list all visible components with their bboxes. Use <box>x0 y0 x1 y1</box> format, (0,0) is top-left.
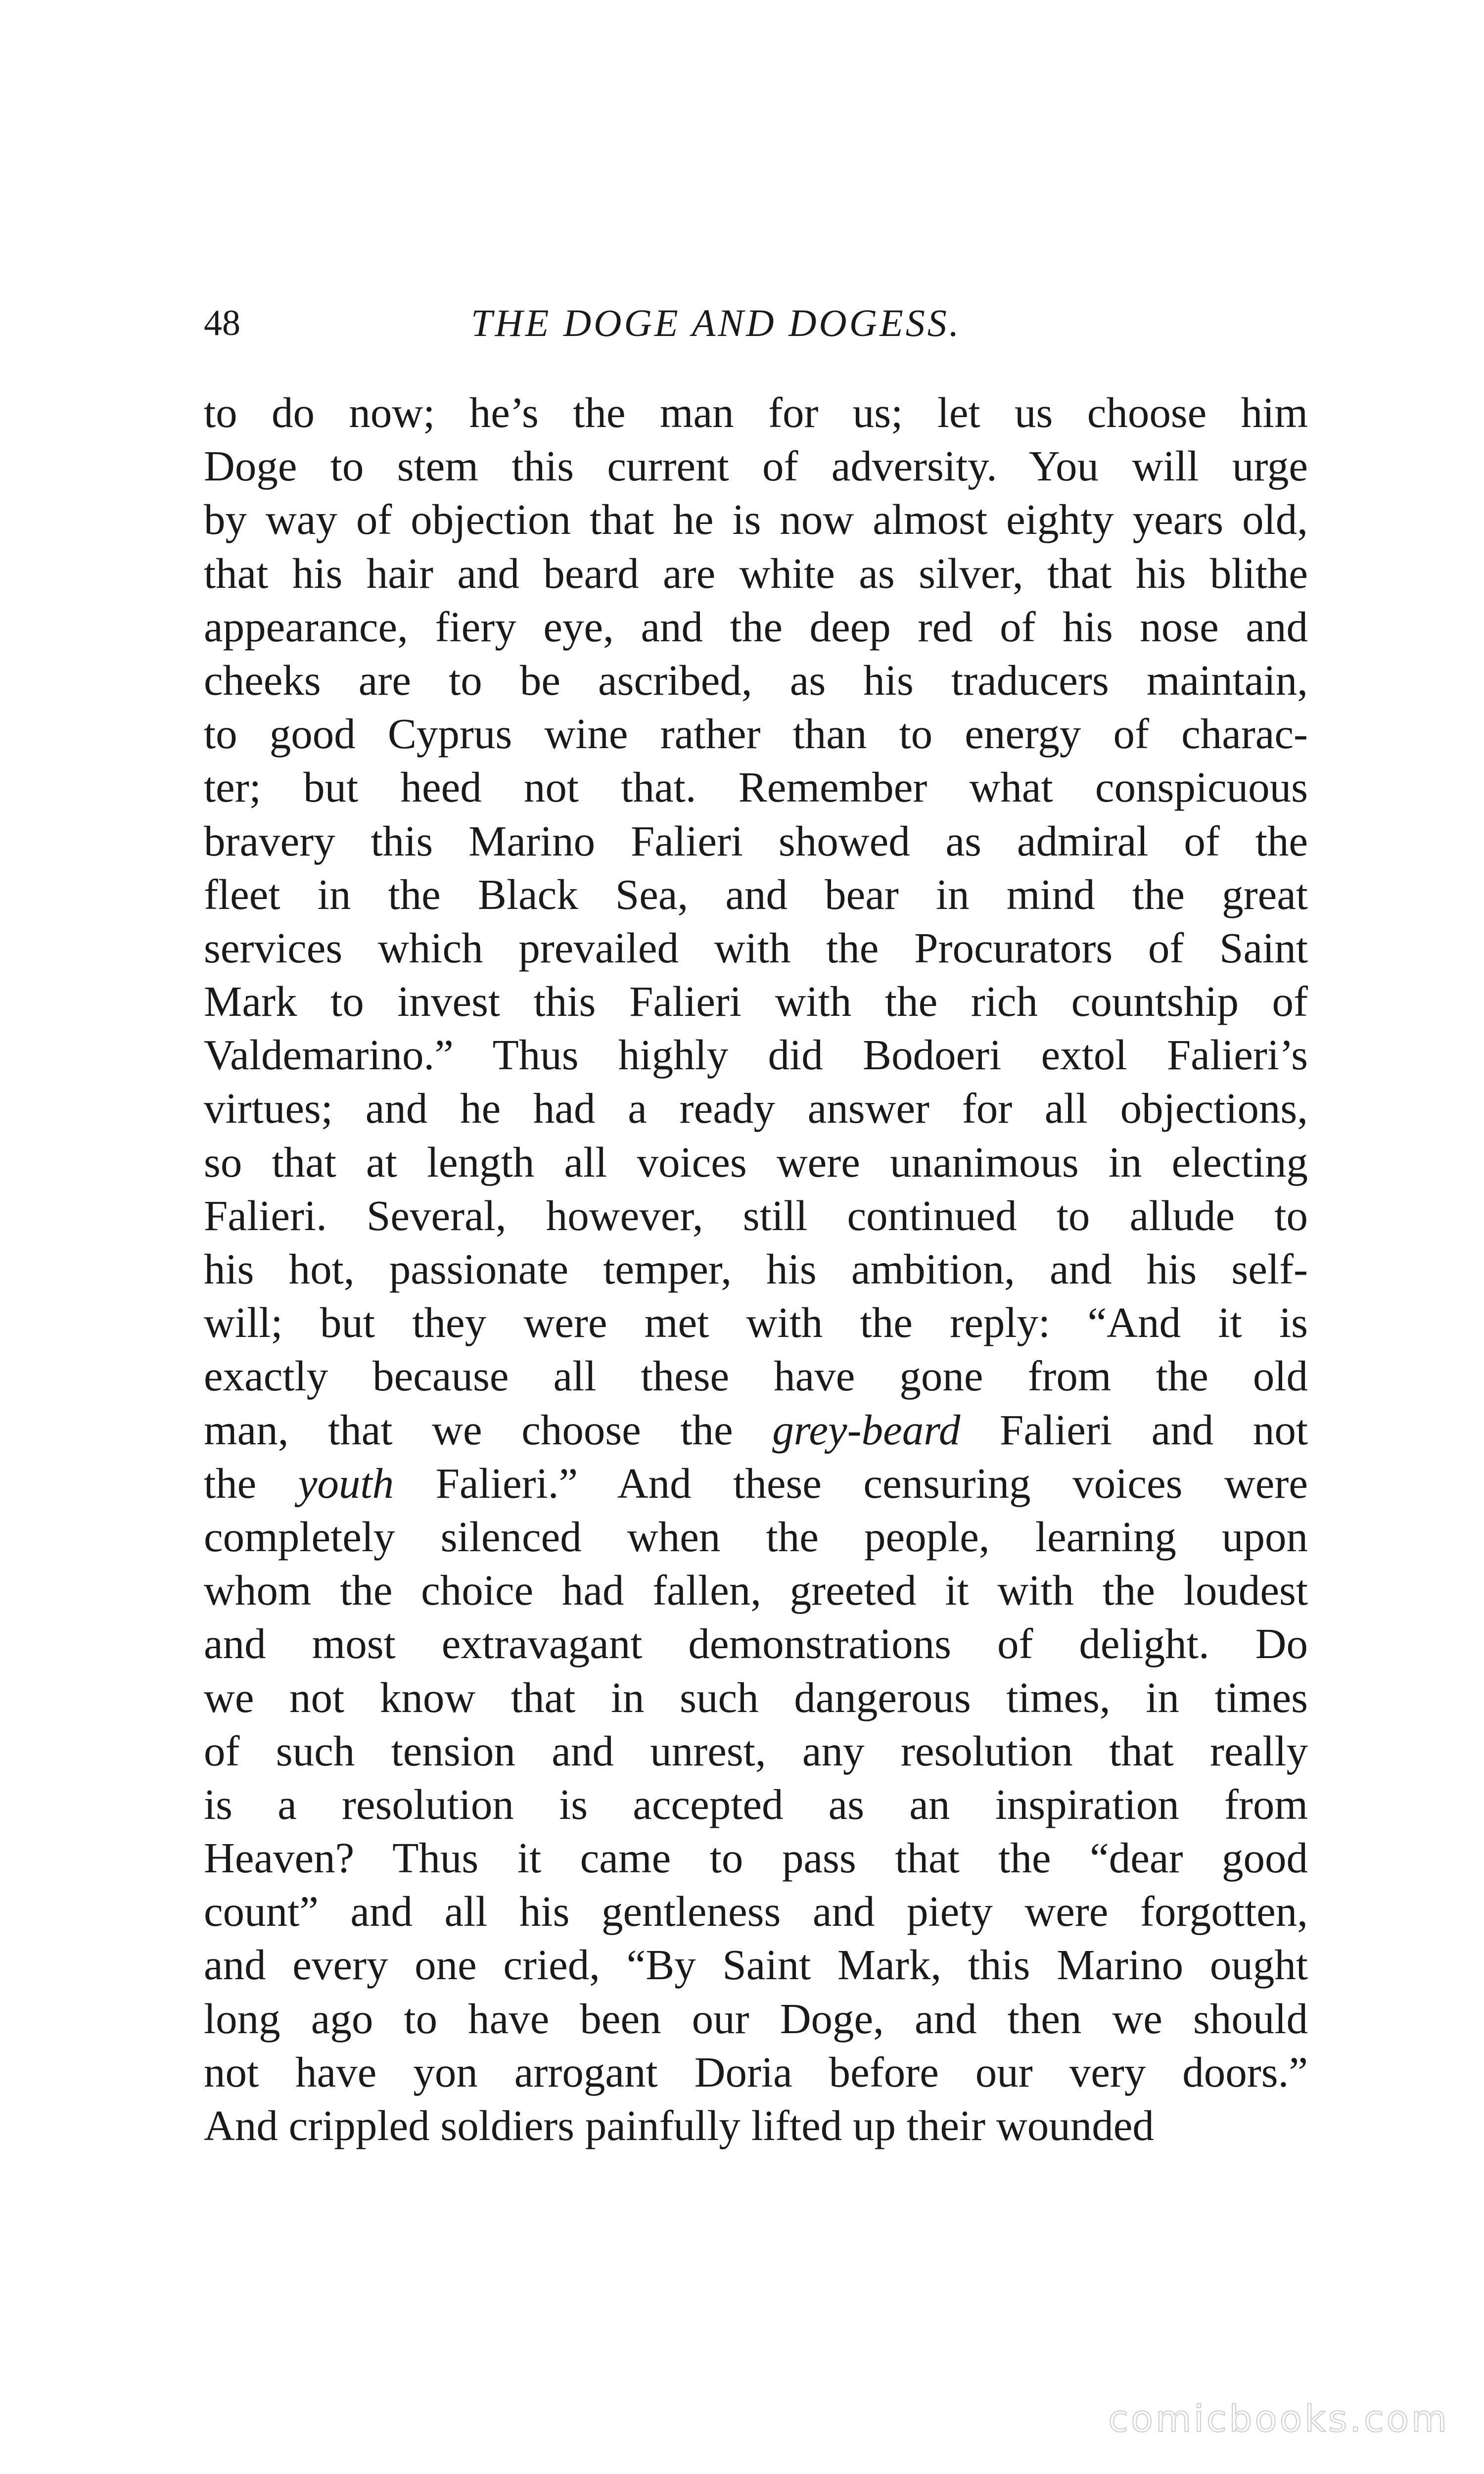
line-text: appearance, fiery eye, and the deep red of his nose and <box>204 602 1308 651</box>
text-line <box>204 1082 1308 1135</box>
text-line <box>204 1403 1308 1457</box>
line-text: not have yon arrogant Doria before our very doors.” <box>204 2047 1308 2096</box>
line-text: And crippled soldiers painfully lifted up their wounded <box>204 2101 1154 2149</box>
line-text: whom the choice had fallen, greeted it with the loudest <box>204 1566 1308 1615</box>
text-line <box>204 975 1308 1028</box>
line-text: will; but they were met with the reply: “And it is <box>204 1298 1308 1347</box>
line-text: and most extravagant demonstrations of delight. Do <box>204 1619 1308 1668</box>
line-text: by way of objection that he is now almost eighty years old, <box>204 495 1308 544</box>
text-line <box>204 1242 1308 1296</box>
line-text: ter; but heed not that. Remember what conspicuous <box>204 763 1308 811</box>
line-text: Falieri. Several, however, still continued to allude to <box>204 1191 1308 1239</box>
text-line <box>204 1510 1308 1564</box>
text-line <box>204 493 1308 546</box>
text-line <box>204 1136 1308 1189</box>
line-text: cheeks are to be ascribed, as his traducers maintain, <box>204 656 1308 704</box>
line-text: the <box>204 1459 298 1507</box>
line-text: we not know that in such dangerous times, in times <box>204 1673 1308 1721</box>
line-text: Falieri and not <box>960 1405 1308 1454</box>
text-line <box>204 1296 1308 1349</box>
text-line <box>204 386 1308 439</box>
text-line <box>204 1349 1308 1403</box>
text-line <box>204 600 1308 654</box>
text-line <box>204 1617 1308 1670</box>
watermark: comicbooks.com <box>1108 2398 1449 2440</box>
italic-text: grey-beard <box>772 1405 961 1454</box>
text-line <box>204 439 1308 493</box>
text-line <box>204 547 1308 600</box>
line-text: Doge to stem this current of adversity. You will urge <box>204 442 1308 490</box>
line-text: is a resolution is accepted as an inspiration from <box>204 1780 1308 1828</box>
line-text: bravery this Marino Falieri showed as admiral of the <box>204 816 1308 865</box>
text-line <box>204 921 1308 975</box>
text-line <box>204 1671 1308 1724</box>
line-text: Valdemarino.” Thus highly did Bodoeri extol Falieri’s <box>204 1031 1308 1079</box>
text-line <box>204 707 1308 761</box>
line-text: to do now; he’s the man for us; let us choose him <box>204 388 1308 436</box>
text-line <box>204 1189 1308 1242</box>
text-line <box>204 1564 1308 1617</box>
line-text: man, that we choose the <box>204 1405 773 1454</box>
text-line <box>204 1992 1308 2046</box>
text-line <box>204 868 1308 921</box>
italic-text: youth <box>298 1459 394 1507</box>
line-text: and every one cried, “By Saint Mark, this Marino ought <box>204 1941 1308 1989</box>
line-text: that his hair and beard are white as silver, that his blithe <box>204 549 1308 597</box>
line-text: so that at length all voices were unanimous in electing <box>204 1138 1308 1186</box>
line-text: to good Cyprus wine rather than to energy of charac- <box>204 710 1308 758</box>
line-text: virtues; and he had a ready answer for all objections, <box>204 1084 1308 1133</box>
running-head <box>204 296 1308 350</box>
text-line <box>204 1938 1308 1992</box>
text-line <box>204 814 1308 868</box>
line-text: services which prevailed with the Procurators of Saint <box>204 923 1308 972</box>
text-line <box>204 1831 1308 1885</box>
text-line <box>204 1885 1308 1938</box>
line-text: of such tension and unrest, any resolution that really <box>204 1726 1308 1775</box>
line-text: Heaven? Thus it came to pass that the “dear good <box>204 1834 1308 1882</box>
running-head-title: THE DOGE AND DOGESS. <box>471 301 962 344</box>
line-text: completely silenced when the people, learning upon <box>204 1512 1308 1561</box>
line-text: Mark to invest this Falieri with the rich countship of <box>204 977 1308 1026</box>
text-line <box>204 1724 1308 1778</box>
text-line <box>204 1457 1308 1510</box>
page-number: 48 <box>204 303 240 343</box>
text-line <box>204 1778 1308 1831</box>
line-text: long ago to have been our Doge, and then we should <box>204 1994 1308 2043</box>
line-text: his hot, passionate temper, his ambition, and his self- <box>204 1245 1308 1293</box>
line-text: Falieri.” And these censuring voices were <box>394 1459 1308 1507</box>
line-text: exactly because all these have gone from the old <box>204 1352 1308 1400</box>
line-text: count” and all his gentleness and piety were forgotten, <box>204 1887 1308 1936</box>
line-text: fleet in the Black Sea, and bear in mind the great <box>204 870 1308 918</box>
text-line <box>204 654 1308 707</box>
text-line <box>204 2099 1308 2152</box>
body-text <box>204 386 1308 2152</box>
text-line <box>204 2046 1308 2099</box>
text-line <box>204 761 1308 814</box>
text-line <box>204 1028 1308 1082</box>
